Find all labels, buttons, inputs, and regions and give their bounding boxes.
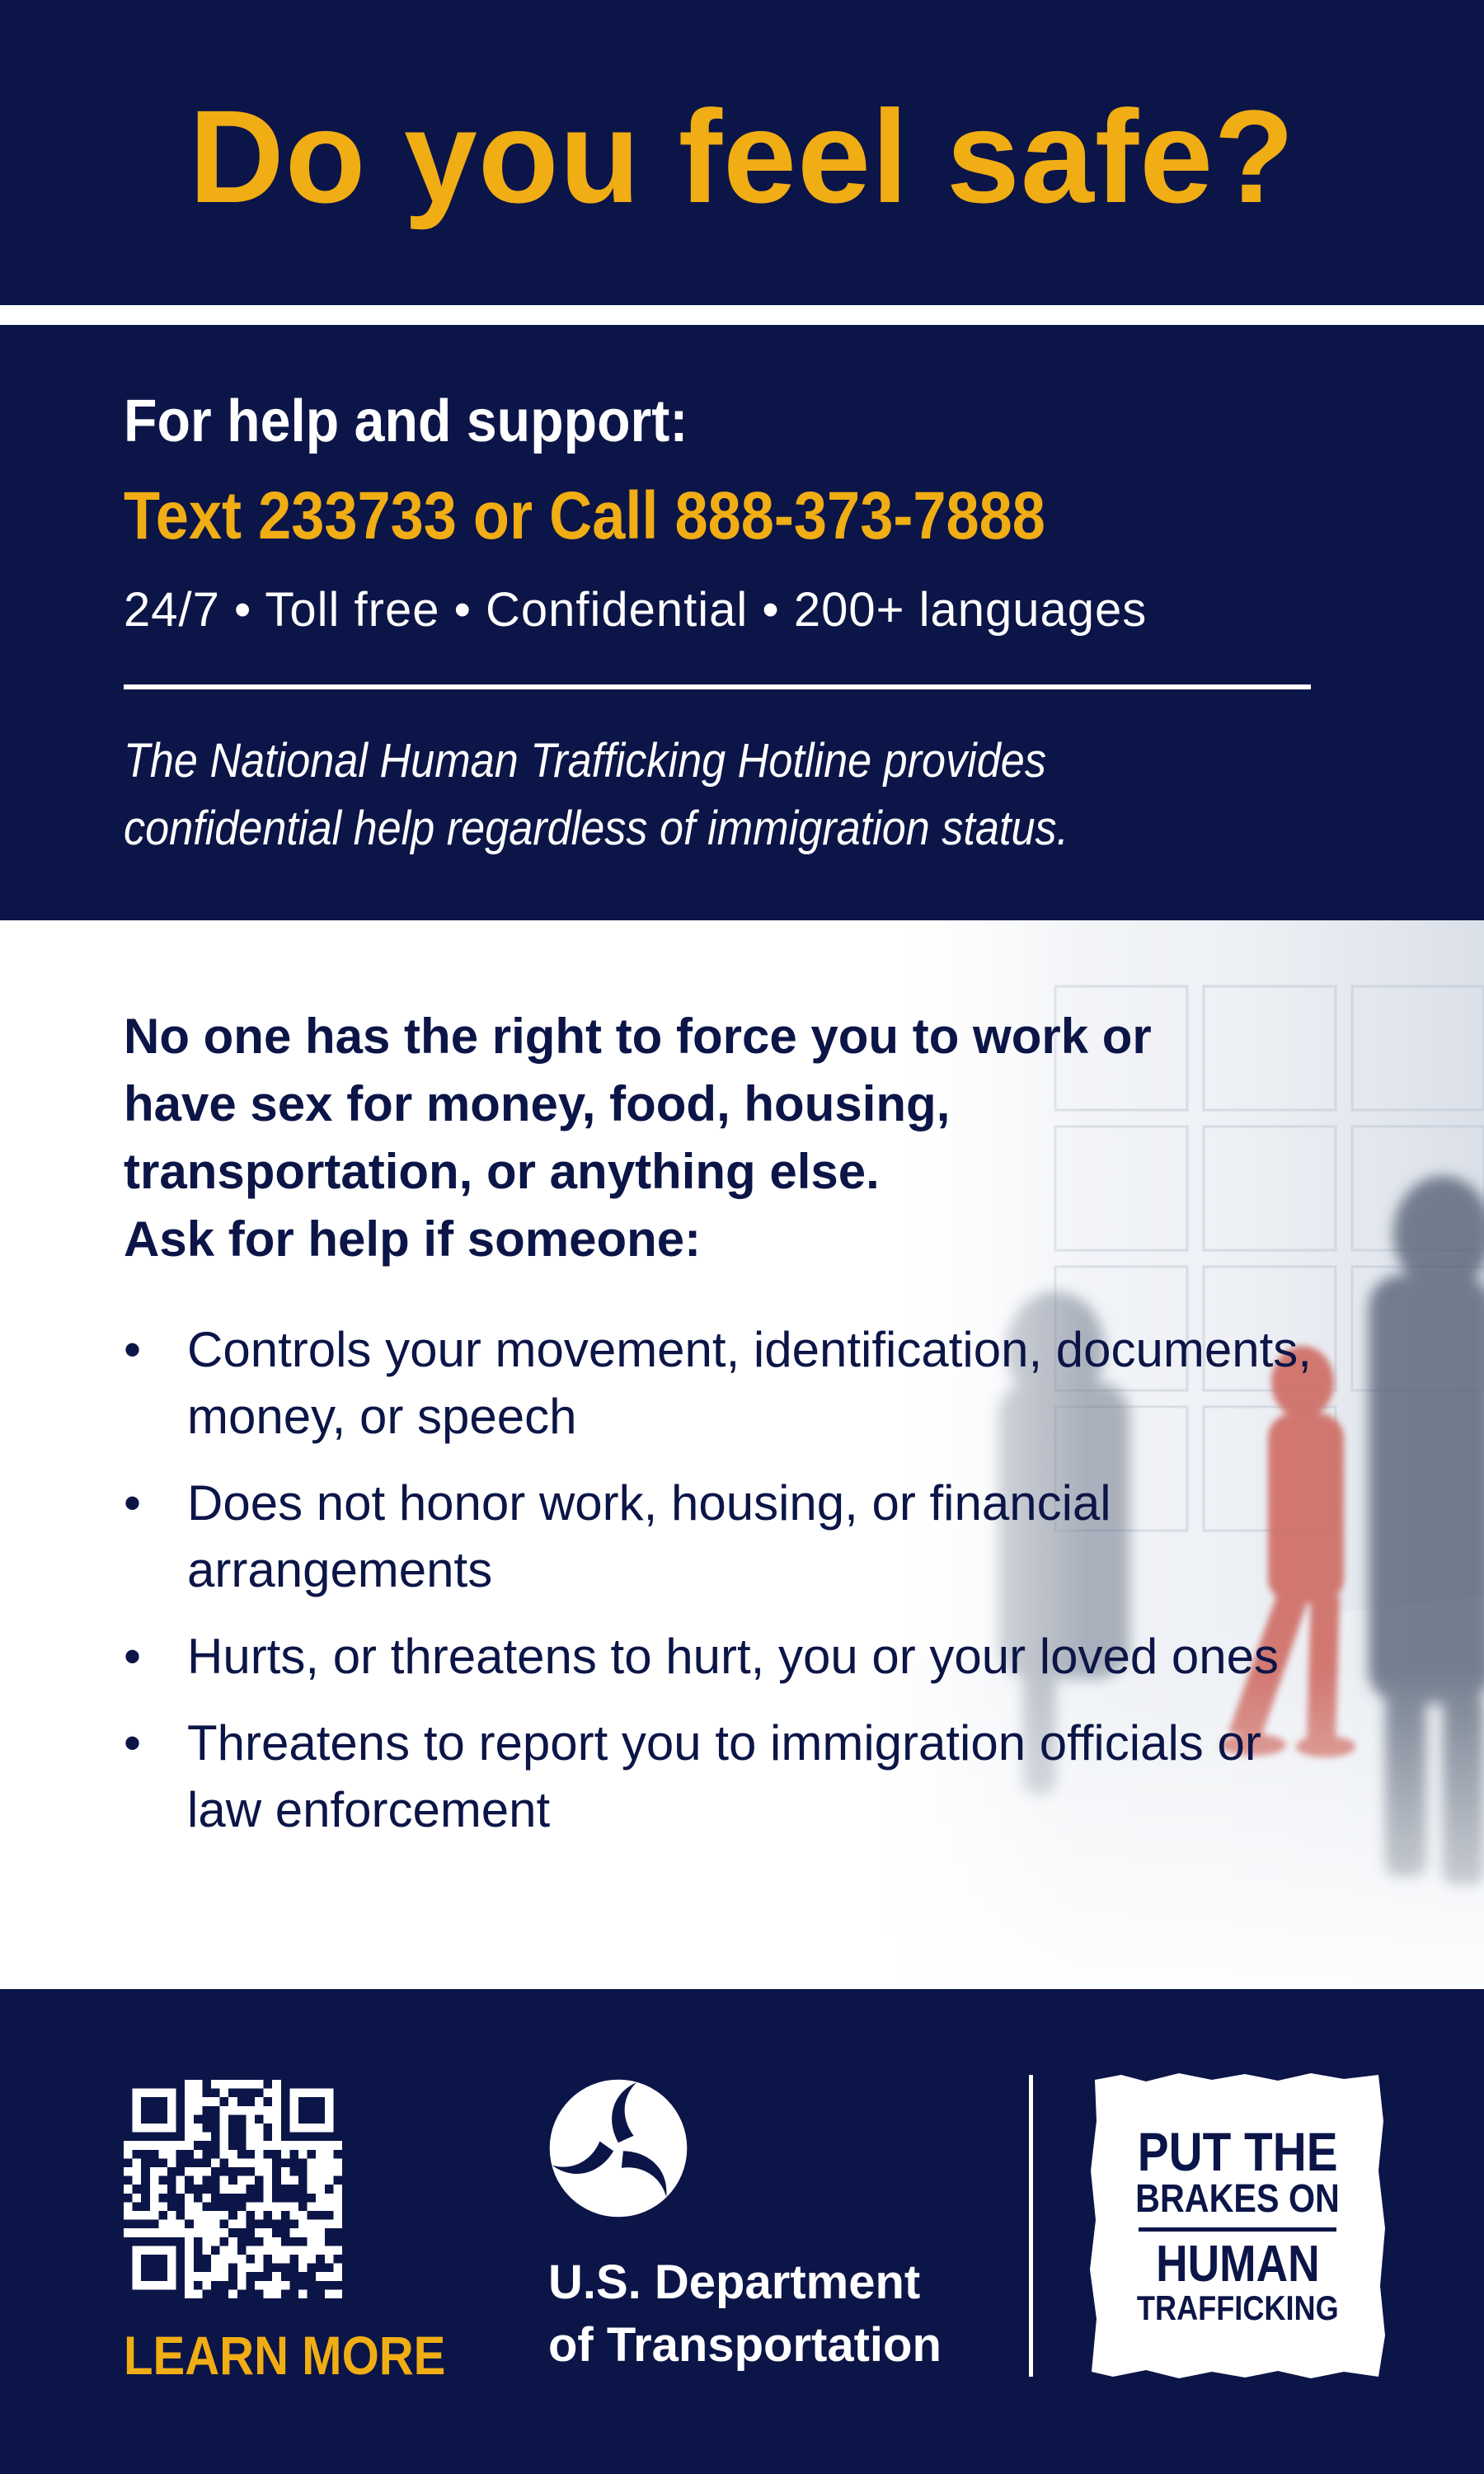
hotline-divider	[124, 684, 1311, 689]
learn-more-link[interactable]: LEARN MORE	[124, 2325, 446, 2386]
list-item	[124, 1470, 1319, 1603]
warning-item-text: Controls your movement, identification, documents, money, or speech	[187, 1322, 1312, 1444]
warning-item-text: Threatens to report you to immigration officials or law enforcement	[187, 1715, 1261, 1837]
hotline-features: 24/7 • Toll free • Confidential • 200+ languages	[124, 583, 1148, 637]
warning-signs-list	[124, 1316, 1319, 1863]
page-headline: Do you feel safe?	[189, 82, 1295, 230]
campaign-slogan	[1088, 2072, 1387, 2380]
help-heading: For help and support:	[124, 388, 688, 454]
list-item	[124, 1710, 1319, 1843]
ask-for-help-heading: Ask for help if someone:	[124, 1211, 702, 1267]
campaign-line-3: HUMAN	[1155, 2235, 1320, 2293]
qr-code-icon[interactable]	[124, 2080, 342, 2298]
campaign-line-4: TRAFFICKING	[1136, 2288, 1339, 2327]
hotline-section	[0, 325, 1484, 920]
rights-statement	[124, 1003, 1278, 1206]
agency-name-line1: U.S. Department	[548, 2255, 921, 2309]
dot-triskelion-logo-icon	[548, 2078, 688, 2218]
agency-name	[548, 2251, 942, 2377]
footer	[0, 1989, 1484, 2474]
footer-divider	[1029, 2075, 1033, 2377]
list-item	[124, 1623, 1319, 1690]
campaign-line-2: BRAKES ON	[1135, 2176, 1340, 2221]
bullet-icon: •	[124, 1475, 142, 1531]
rights-statement-body: has the right to force you to work or have sex for money, food, housing, transportation, or anything else.	[124, 1009, 1152, 1199]
rights-emphasis: No one	[124, 1009, 292, 1064]
campaign-rule	[1139, 2227, 1336, 2232]
bullet-icon: •	[124, 1322, 142, 1377]
warning-signs-section	[0, 920, 1484, 1989]
bullet-icon: •	[124, 1629, 142, 1684]
bullet-icon: •	[124, 1715, 142, 1771]
warning-item-text: Does not honor work, housing, or financial arrangements	[187, 1475, 1111, 1597]
white-divider-band	[0, 305, 1484, 325]
hotline-note: The National Human Trafficking Hotline provides confidential help regardless of immigration status.	[124, 734, 1069, 855]
agency-name-line2: of Transportation	[548, 2318, 942, 2372]
campaign-line-1: PUT THE	[1137, 2120, 1338, 2182]
warning-item-text: Hurts, or threatens to hurt, you or your loved ones	[187, 1629, 1280, 1684]
list-item	[124, 1316, 1319, 1450]
headline-banner	[0, 0, 1484, 305]
hotline-contact: Text 233733 or Call 888-373-7888	[124, 478, 1045, 553]
campaign-badge	[1088, 2072, 1387, 2380]
